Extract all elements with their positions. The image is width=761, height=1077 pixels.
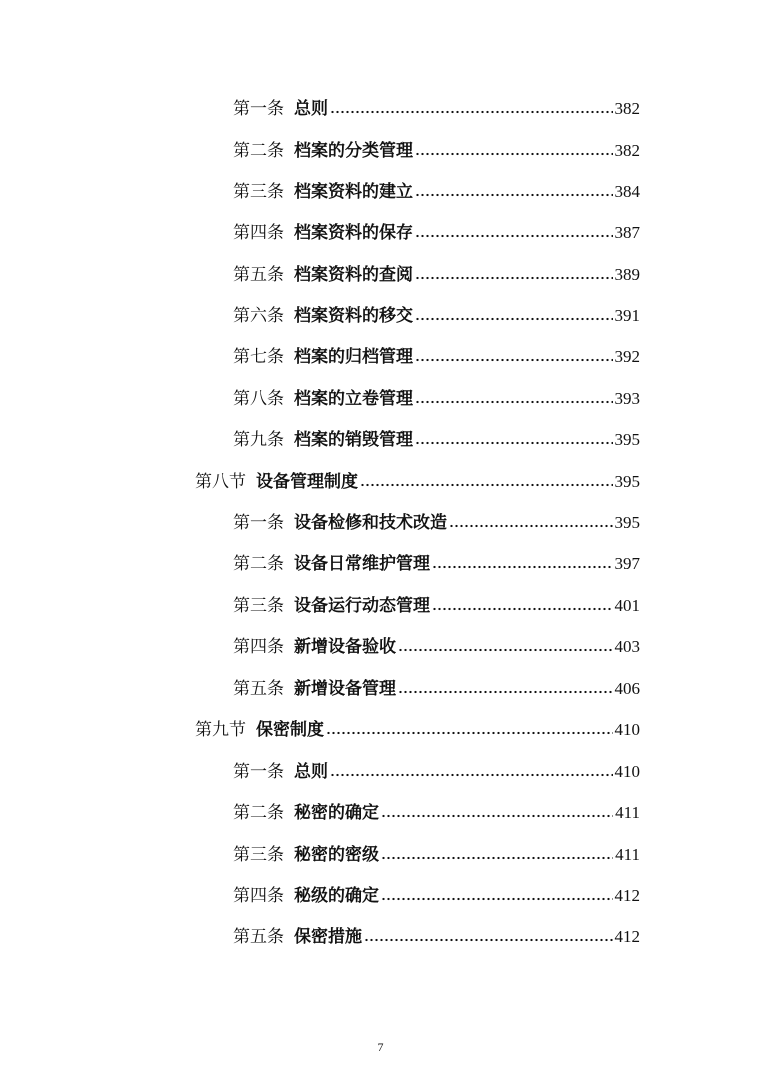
dot-leader [326, 730, 613, 736]
toc-entry-article[interactable] [233, 634, 640, 660]
toc-entry-title: 总则 [294, 762, 328, 782]
toc-entry-title: 档案的销毁管理 [294, 430, 413, 450]
toc-entry-number: 第一条 [233, 513, 284, 533]
toc-entry-article[interactable] [233, 262, 640, 288]
toc-entry-page-number: 393 [614, 389, 640, 408]
toc-entry-title: 档案资料的建立 [294, 182, 413, 202]
toc-entry-title: 设备运行动态管理 [294, 596, 430, 616]
toc-entry-title: 保密制度 [256, 720, 324, 740]
dot-leader [432, 606, 613, 612]
toc-entry-article[interactable] [233, 924, 640, 950]
toc-entry-number: 第三条 [233, 182, 284, 202]
toc-entry-title: 档案资料的保存 [294, 223, 413, 243]
dot-leader [381, 896, 613, 902]
dot-leader [364, 937, 613, 943]
toc-entry-number: 第四条 [233, 223, 284, 243]
toc-entry-number: 第二条 [233, 141, 284, 161]
toc-entry-page-number: 391 [614, 306, 640, 325]
toc-entry-title: 档案的归档管理 [294, 347, 413, 367]
dot-leader [415, 399, 613, 405]
toc-entry-title: 档案的立卷管理 [294, 389, 413, 409]
dot-leader [415, 151, 613, 157]
toc-entry-number: 第一条 [233, 99, 284, 119]
dot-leader [381, 813, 613, 819]
toc-entry-page-number: 403 [614, 637, 640, 656]
toc-entry-page-number: 389 [614, 265, 640, 284]
toc-entry-number: 第三条 [233, 845, 284, 865]
toc-entry-title: 档案资料的移交 [294, 306, 413, 326]
toc-entry-page-number: 411 [615, 803, 640, 822]
toc-entry-page-number: 395 [614, 513, 640, 532]
toc-entry-page-number: 392 [614, 347, 640, 366]
toc-entry-title: 秘级的确定 [294, 886, 379, 906]
toc-entry-page-number: 387 [614, 223, 640, 242]
toc-entry-title: 档案资料的查阅 [294, 265, 413, 285]
toc-entry-number: 第五条 [233, 679, 284, 699]
toc-entry-article[interactable] [233, 842, 640, 868]
toc-entry-article[interactable] [233, 96, 640, 122]
toc-entry-page-number: 382 [614, 141, 640, 160]
toc-entry-number: 第二条 [233, 803, 284, 823]
toc-entry-article[interactable] [233, 220, 640, 246]
dot-leader [398, 689, 613, 695]
toc-entry-page-number: 395 [614, 472, 640, 491]
toc-entry-number: 第四条 [233, 637, 284, 657]
toc-entry-article[interactable] [233, 386, 640, 412]
toc-entry-title: 总则 [294, 99, 328, 119]
dot-leader [360, 482, 613, 488]
dot-leader [415, 357, 613, 363]
toc-entry-number: 第二条 [233, 554, 284, 574]
dot-leader [432, 564, 613, 570]
toc-entry-number: 第六条 [233, 306, 284, 326]
toc-entry-number: 第三条 [233, 596, 284, 616]
toc-entry-page-number: 384 [614, 182, 640, 201]
toc-entry-title: 设备检修和技术改造 [294, 513, 447, 533]
dot-leader [415, 192, 613, 198]
toc-entry-title: 保密措施 [294, 927, 362, 947]
toc-entry-page-number: 406 [614, 679, 640, 698]
dot-leader [330, 772, 613, 778]
toc-entry-article[interactable] [233, 593, 640, 619]
toc-entry-number: 第九条 [233, 430, 284, 450]
toc-entry-article[interactable] [233, 676, 640, 702]
toc-entry-title: 档案的分类管理 [294, 141, 413, 161]
dot-leader [415, 316, 613, 322]
toc-entry-page-number: 410 [614, 762, 640, 781]
toc-entry-number: 第七条 [233, 347, 284, 367]
toc-entry-article[interactable] [233, 138, 640, 164]
toc-entry-page-number: 395 [614, 430, 640, 449]
toc-entry-article[interactable] [233, 344, 640, 370]
toc-entry-page-number: 401 [614, 596, 640, 615]
toc-entry-page-number: 410 [614, 720, 640, 739]
toc-entry-article[interactable] [233, 510, 640, 536]
toc-entry-article[interactable] [233, 427, 640, 453]
toc-entry-number: 第一条 [233, 762, 284, 782]
toc-entry-title: 设备管理制度 [256, 472, 358, 492]
toc-entry-article[interactable] [233, 551, 640, 577]
toc-entry-article[interactable] [233, 303, 640, 329]
toc-entry-title: 秘密的密级 [294, 845, 379, 865]
dot-leader [415, 233, 613, 239]
toc-entry-title: 新增设备管理 [294, 679, 396, 699]
toc-entry-page-number: 382 [614, 99, 640, 118]
toc-entry-page-number: 412 [614, 886, 640, 905]
toc-entry-number: 第八条 [233, 389, 284, 409]
dot-leader [330, 109, 613, 115]
toc-entry-title: 设备日常维护管理 [294, 554, 430, 574]
page-number-footer: 7 [377, 1040, 384, 1054]
toc-entry-number: 第九节 [195, 720, 246, 740]
dot-leader [415, 440, 613, 446]
toc-entry-number: 第五条 [233, 927, 284, 947]
toc-entry-page-number: 397 [614, 554, 640, 573]
toc-entry-number: 第五条 [233, 265, 284, 285]
toc-entry-section[interactable] [195, 717, 640, 743]
toc-entry-article[interactable] [233, 800, 640, 826]
dot-leader [398, 647, 613, 653]
toc-entry-article[interactable] [233, 883, 640, 909]
toc-entry-title: 新增设备验收 [294, 637, 396, 657]
toc-entry-page-number: 411 [615, 845, 640, 864]
toc-entry-page-number: 412 [614, 927, 640, 946]
dot-leader [381, 855, 613, 861]
toc-entry-article[interactable] [233, 759, 640, 785]
toc-entry-number: 第八节 [195, 472, 246, 492]
toc-entry-article[interactable] [233, 179, 640, 205]
dot-leader [449, 523, 613, 529]
toc-entry-number: 第四条 [233, 886, 284, 906]
toc-entry-section[interactable] [195, 469, 640, 495]
dot-leader [415, 275, 613, 281]
toc-entry-title: 秘密的确定 [294, 803, 379, 823]
